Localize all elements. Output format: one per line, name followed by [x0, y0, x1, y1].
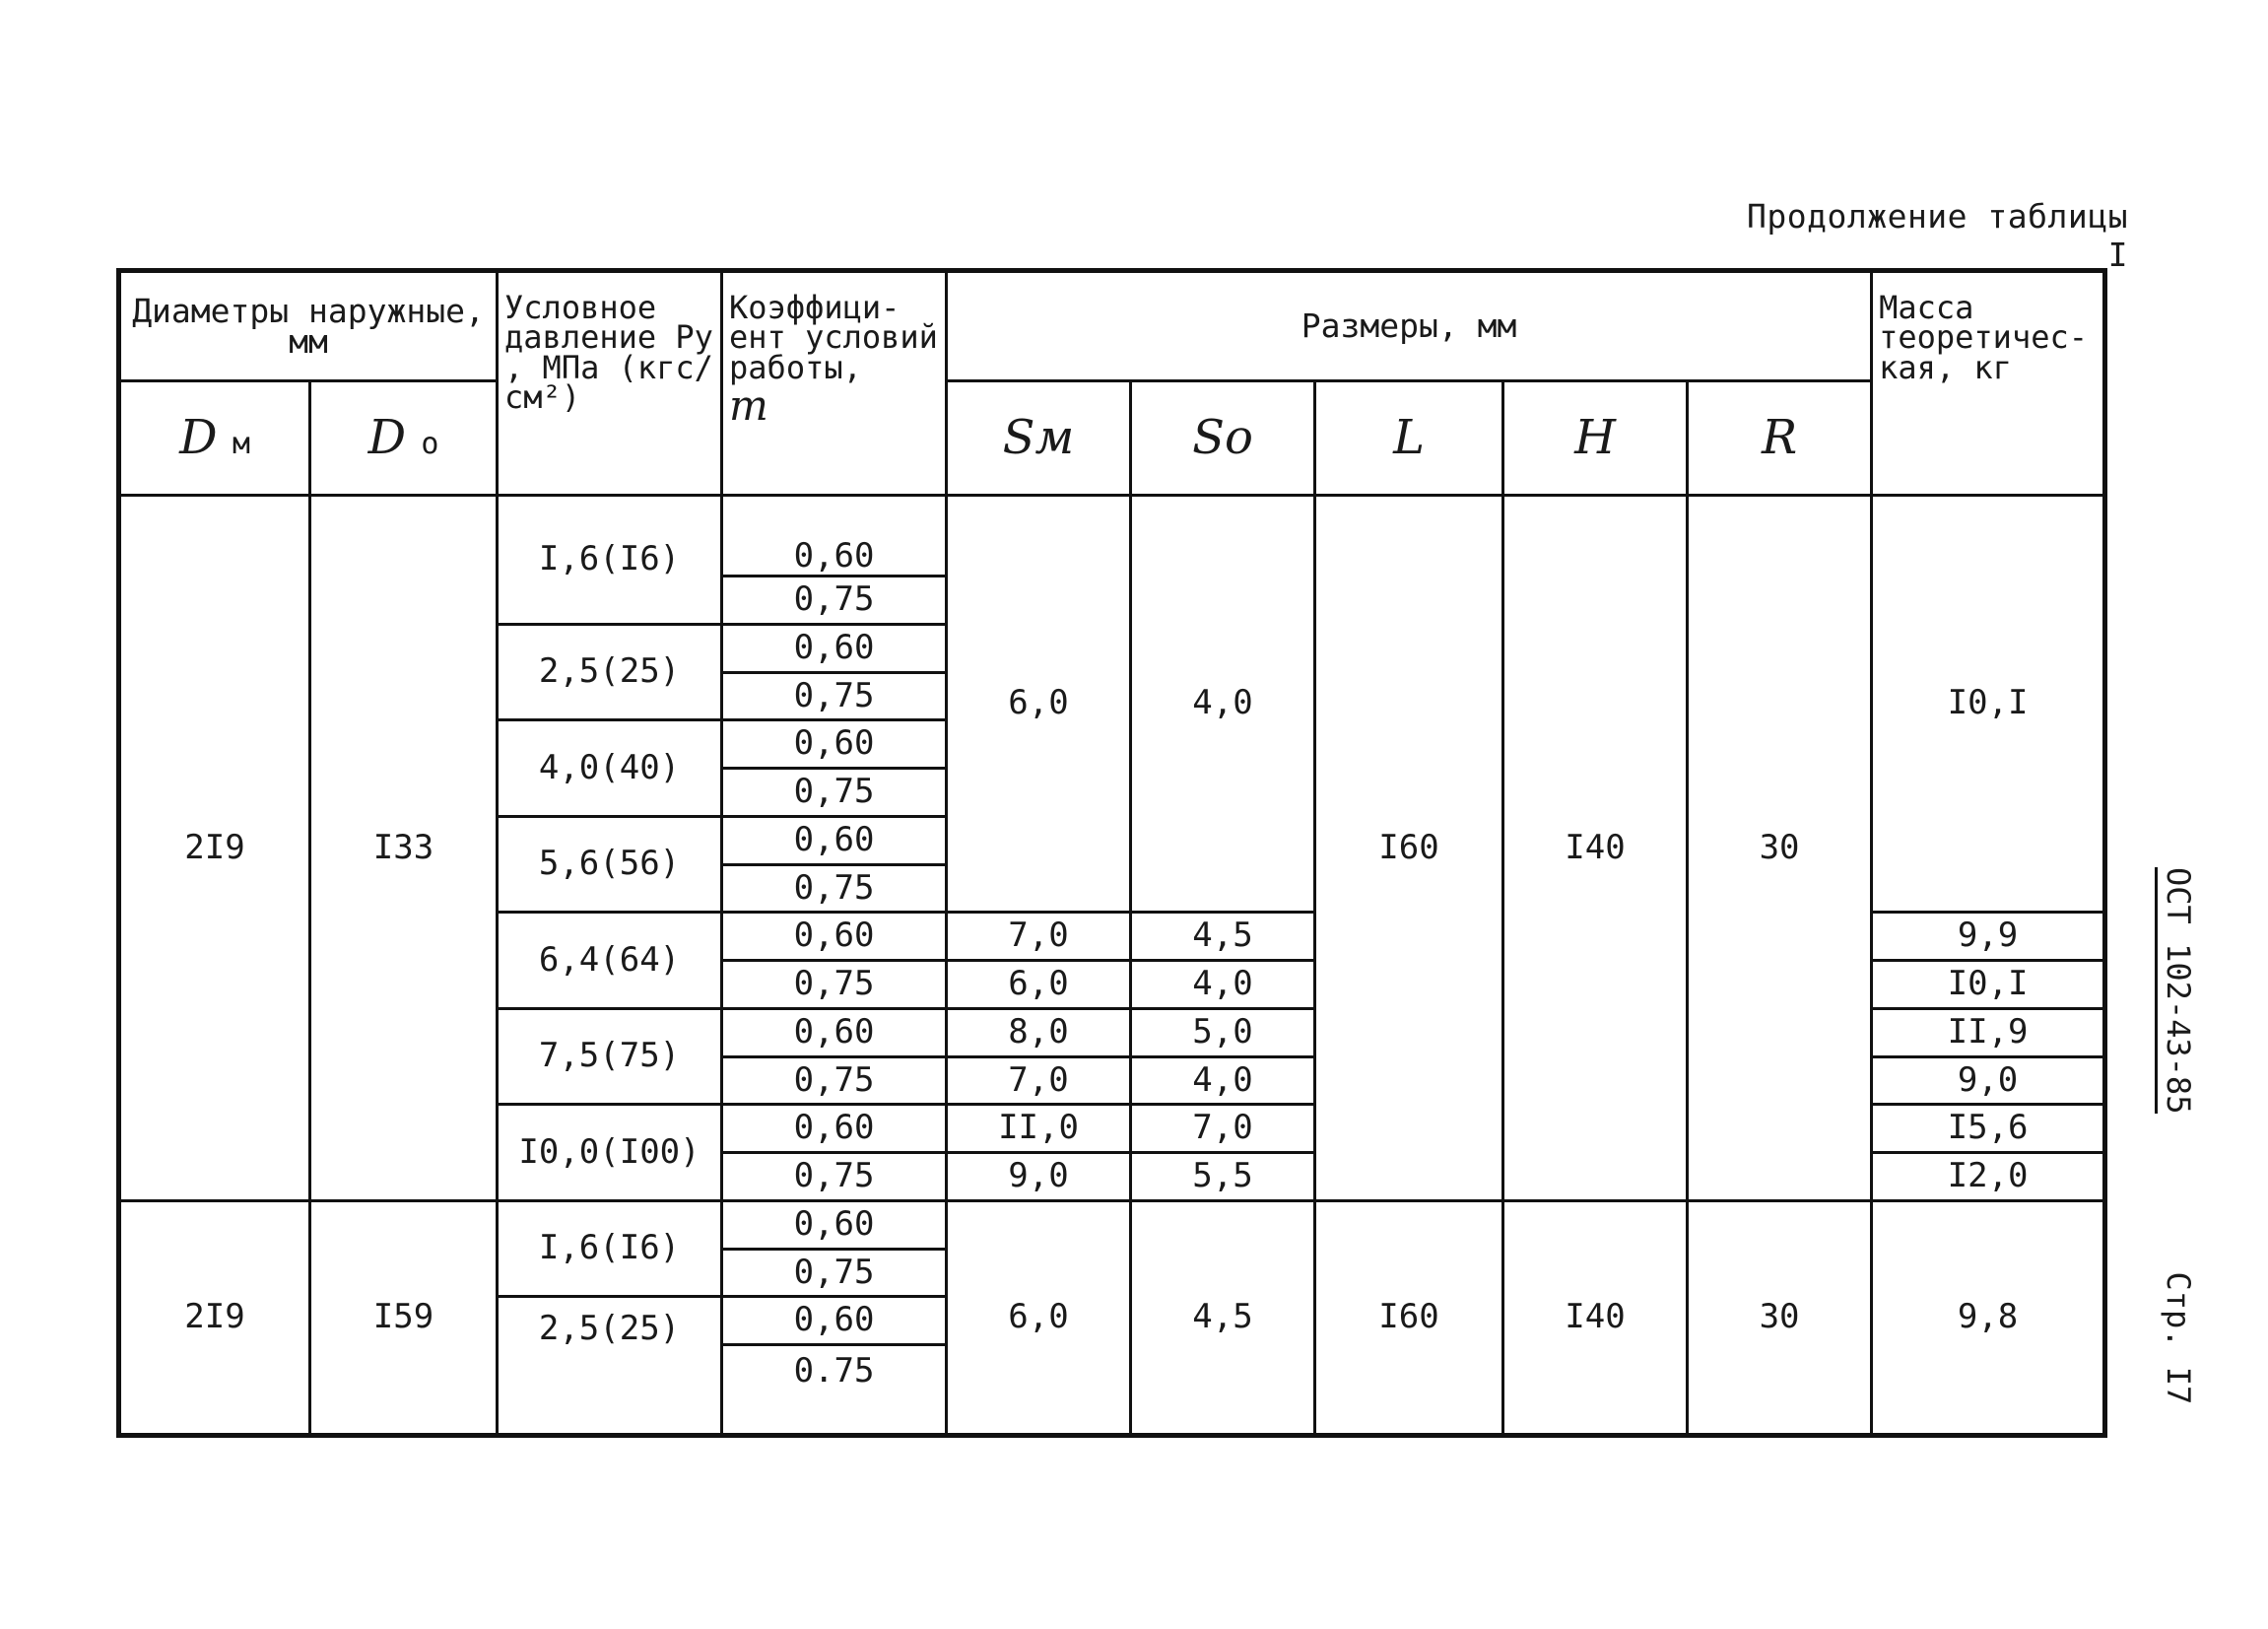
table-body [119, 496, 2105, 1436]
header-so: So [1131, 381, 1315, 496]
cell-coef: 0,60 [722, 816, 947, 864]
cell-mass: I5,6 [1872, 1105, 2105, 1153]
cell-mass: 9,8 [1872, 1200, 2105, 1435]
cell-mass: 9,9 [1872, 913, 2105, 961]
spec-table [116, 268, 2107, 1438]
cell-dm: 2I9 [119, 1200, 310, 1435]
cell-sm: 6,0 [947, 1200, 1131, 1435]
cell-r: 30 [1688, 496, 1872, 1201]
table-row [119, 496, 2105, 577]
cell-sm: 7,0 [947, 1056, 1131, 1105]
header-r: R [1688, 381, 1872, 496]
cell-mass: I0,I [1872, 961, 2105, 1009]
cell-so: 5,5 [1131, 1153, 1315, 1201]
side-document-code [2158, 867, 2236, 1419]
cell-mass: II,9 [1872, 1008, 2105, 1056]
header-mass: Масса теоретичес- кая, кг [1872, 271, 2105, 496]
cell-h: I40 [1503, 1200, 1688, 1435]
cell-sm: 9,0 [947, 1153, 1131, 1201]
cell-h: I40 [1503, 496, 1688, 1201]
cell-pressure: 2,5(25) [498, 1297, 722, 1436]
header-do [310, 381, 498, 496]
cell-mass: 9,0 [1872, 1056, 2105, 1105]
cell-coef: 0,60 [722, 1297, 947, 1345]
header-l: L [1315, 381, 1503, 496]
cell-mass: I0,I [1872, 496, 2105, 913]
continuation-label: Продолжение таблицы I [1747, 197, 2128, 274]
cell-l: I60 [1315, 1200, 1503, 1435]
cell-do: I59 [310, 1200, 498, 1435]
header-sm: Sм [947, 381, 1131, 496]
header-dm [119, 381, 310, 496]
cell-coef: 0,60 [722, 1008, 947, 1056]
cell-so: 7,0 [1131, 1105, 1315, 1153]
cell-coef: 0,60 [722, 720, 947, 769]
cell-pressure: 7,5(75) [498, 1008, 722, 1105]
cell-coef: 0,60 [722, 496, 947, 577]
header-h: H [1503, 381, 1688, 496]
cell-sm: 7,0 [947, 913, 1131, 961]
cell-coef: 0,60 [722, 913, 947, 961]
cell-pressure: 4,0(40) [498, 720, 722, 817]
cell-do: I33 [310, 496, 498, 1201]
cell-pressure: I,6(I6) [498, 1200, 722, 1297]
cell-pressure: I,6(I6) [498, 496, 722, 625]
header-coefficient [722, 271, 947, 496]
header-coefficient-symbol: m [729, 381, 768, 431]
cell-coef: 0.75 [722, 1345, 947, 1436]
dm-subscript: м [232, 427, 250, 462]
cell-mass: I2,0 [1872, 1153, 2105, 1201]
cell-sm: 6,0 [947, 496, 1131, 913]
cell-so: 4,0 [1131, 1056, 1315, 1105]
cell-so: 4,0 [1131, 496, 1315, 913]
page-number: Стр. I7 [2160, 1271, 2197, 1405]
do-symbol: D [367, 410, 407, 466]
cell-l: I60 [1315, 496, 1503, 1201]
cell-coef: 0,75 [722, 1056, 947, 1105]
cell-so: 4,0 [1131, 961, 1315, 1009]
cell-coef: 0,75 [722, 672, 947, 720]
cell-coef: 0,60 [722, 1200, 947, 1249]
side-code-rotated [2155, 867, 2197, 1404]
cell-coef: 0,60 [722, 1105, 947, 1153]
cell-dm: 2I9 [119, 496, 310, 1201]
do-subscript: о [421, 427, 439, 462]
header-row-1 [119, 271, 2105, 381]
dm-symbol: D [179, 410, 218, 466]
header-row-2 [119, 381, 2105, 496]
cell-coef: 0,75 [722, 1153, 947, 1201]
cell-sm: 6,0 [947, 961, 1131, 1009]
spec-table-container [116, 268, 2102, 1438]
header-pressure: Условное давление Pу , МПа (кгс/см²) [498, 271, 722, 496]
cell-so: 4,5 [1131, 913, 1315, 961]
cell-coef: 0,75 [722, 864, 947, 913]
cell-r: 30 [1688, 1200, 1872, 1435]
table-row [119, 1200, 2105, 1249]
cell-coef: 0,75 [722, 961, 947, 1009]
cell-so: 5,0 [1131, 1008, 1315, 1056]
cell-sm: 8,0 [947, 1008, 1131, 1056]
cell-sm: II,0 [947, 1105, 1131, 1153]
cell-coef: 0,75 [722, 1249, 947, 1297]
standard-code: ОСТ 102-43-85 [2155, 867, 2197, 1114]
cell-coef: 0,75 [722, 769, 947, 817]
cell-pressure: 5,6(56) [498, 816, 722, 913]
header-diameters: Диаметры наружные, мм [119, 271, 498, 381]
cell-pressure: 2,5(25) [498, 624, 722, 720]
header-coefficient-label: Коэффици- ент условий работы, [729, 289, 938, 386]
cell-pressure: I0,0(I00) [498, 1105, 722, 1201]
cell-coef: 0,60 [722, 624, 947, 672]
cell-pressure: 6,4(64) [498, 913, 722, 1009]
cell-coef: 0,75 [722, 577, 947, 625]
cell-so: 4,5 [1131, 1200, 1315, 1435]
header-sizes: Размеры, мм [947, 271, 1872, 381]
